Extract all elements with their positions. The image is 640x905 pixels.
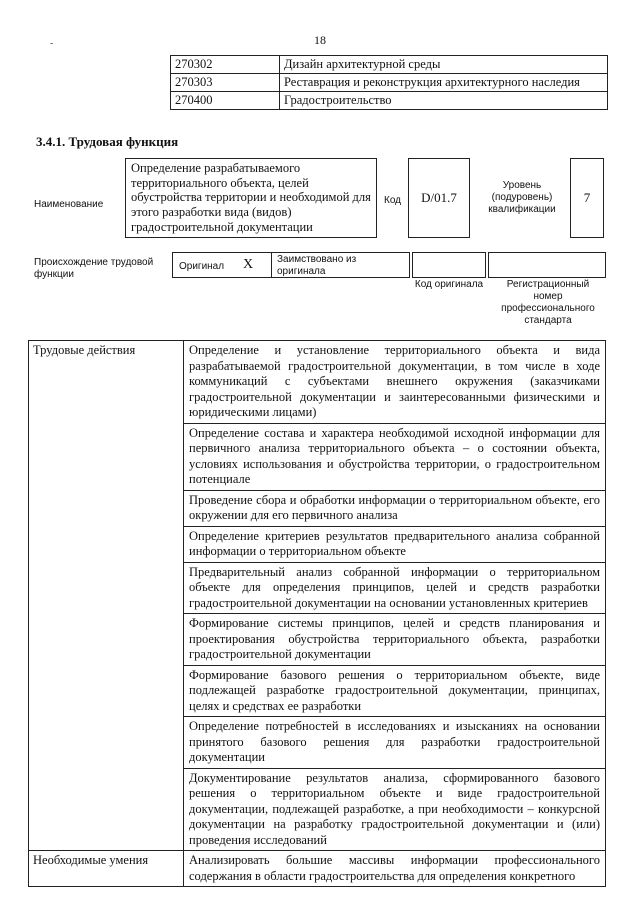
level-value: 7 <box>570 158 604 238</box>
labor-actions-table <box>28 340 606 887</box>
code-value: D/01.7 <box>408 158 470 238</box>
row-text: Формирование базового решения о территориальном объекте, виде подлежащей разработке градостроительной документации, принципах, целях и средствах ее разработки <box>184 665 606 717</box>
table-row <box>26 56 608 74</box>
table-row <box>26 92 608 110</box>
name-cell: Реставрация и реконструкция архитектурного наследия <box>280 74 608 92</box>
code-label: Код <box>384 195 402 206</box>
table-row <box>29 851 606 887</box>
row-text: Определение состава и характера необходимой исходной информации для первичного анализа территориального объекта – о состоянии объекта, условиях использования и обустройства территории, о градостроительном потенциале <box>184 423 606 490</box>
scan-mark: - <box>50 38 54 49</box>
origin-box <box>172 252 410 278</box>
row-text: Проведение сбора и обработки информации о территориальном объекте, его окружении для его первичного анализа <box>184 490 606 526</box>
row-label: Необходимые умения <box>29 851 184 887</box>
level-label: Уровень (подуровень) квалификации <box>488 180 556 215</box>
row-text: Формирование системы принципов, целей и средств планирования и проектирования обустройства территориального объекта, разработки градостроительной документации <box>184 614 606 666</box>
row-label: Трудовые действия <box>29 341 184 851</box>
name-cell: Градостроительство <box>280 92 608 110</box>
reg-number-box <box>488 252 606 278</box>
row-text: Анализировать большие массивы информации профессионального содержания в области градостроительства для определения конкретного <box>184 851 606 887</box>
section-heading: 3.4.1. Трудовая функция <box>36 134 179 149</box>
code-original-box <box>412 252 486 278</box>
table-row <box>29 341 606 424</box>
code-original-label: Код оригинала <box>414 279 484 290</box>
code-cell: 270400 <box>171 92 280 110</box>
reg-number-label: Регистрационный номер профессионального стандарта <box>501 279 595 326</box>
code-cell: 270302 <box>171 56 280 74</box>
row-text: Определение и установление территориального объекта и вида разрабатываемой градостроительной документации, в том числе в ходе коммуникаций с субъектами внешнего окружения (заказчиками градостроительной документации и заинтересованными физическими и юридическими лицами) <box>184 341 606 424</box>
table-row <box>26 74 608 92</box>
row-text: Предварительный анализ собранной информации о территориальном объекте для определения принципов, целей и средств разработки градостроительной документации на основании установленных критериев <box>184 562 606 614</box>
row-text: Определение критериев результатов предварительного анализа собранной информации о территориальном объекте <box>184 526 606 562</box>
row-text: Определение потребностей в исследованиях и изысканиях на основании принятого базового решения для разработки градостроительной документации <box>184 717 606 769</box>
code-cell: 270303 <box>171 74 280 92</box>
original-label: Оригинал <box>179 261 225 272</box>
original-mark: X <box>243 257 254 272</box>
name-value: Определение разрабатываемого территориального объекта, целей обустройства территории и необходимой для этого разработки вида (видов) градостроительной документации <box>125 158 377 238</box>
codes-table <box>26 55 608 110</box>
name-cell: Дизайн архитектурной среды <box>280 56 608 74</box>
row-text: Документирование результатов анализа, сформированного базового решения о территориальном объекте и виде градостроительной документации, подлежащей разработке, а при необходимости – конкурсной документации на разработку градостроительной документации и (или) проведения исследований <box>184 768 606 851</box>
origin-label: Происхождение трудовой функции <box>34 257 154 280</box>
name-label: Наименование <box>34 199 104 210</box>
borrowed-label: Заимствовано из оригинала <box>277 254 357 277</box>
page-number: 18 <box>314 33 326 47</box>
